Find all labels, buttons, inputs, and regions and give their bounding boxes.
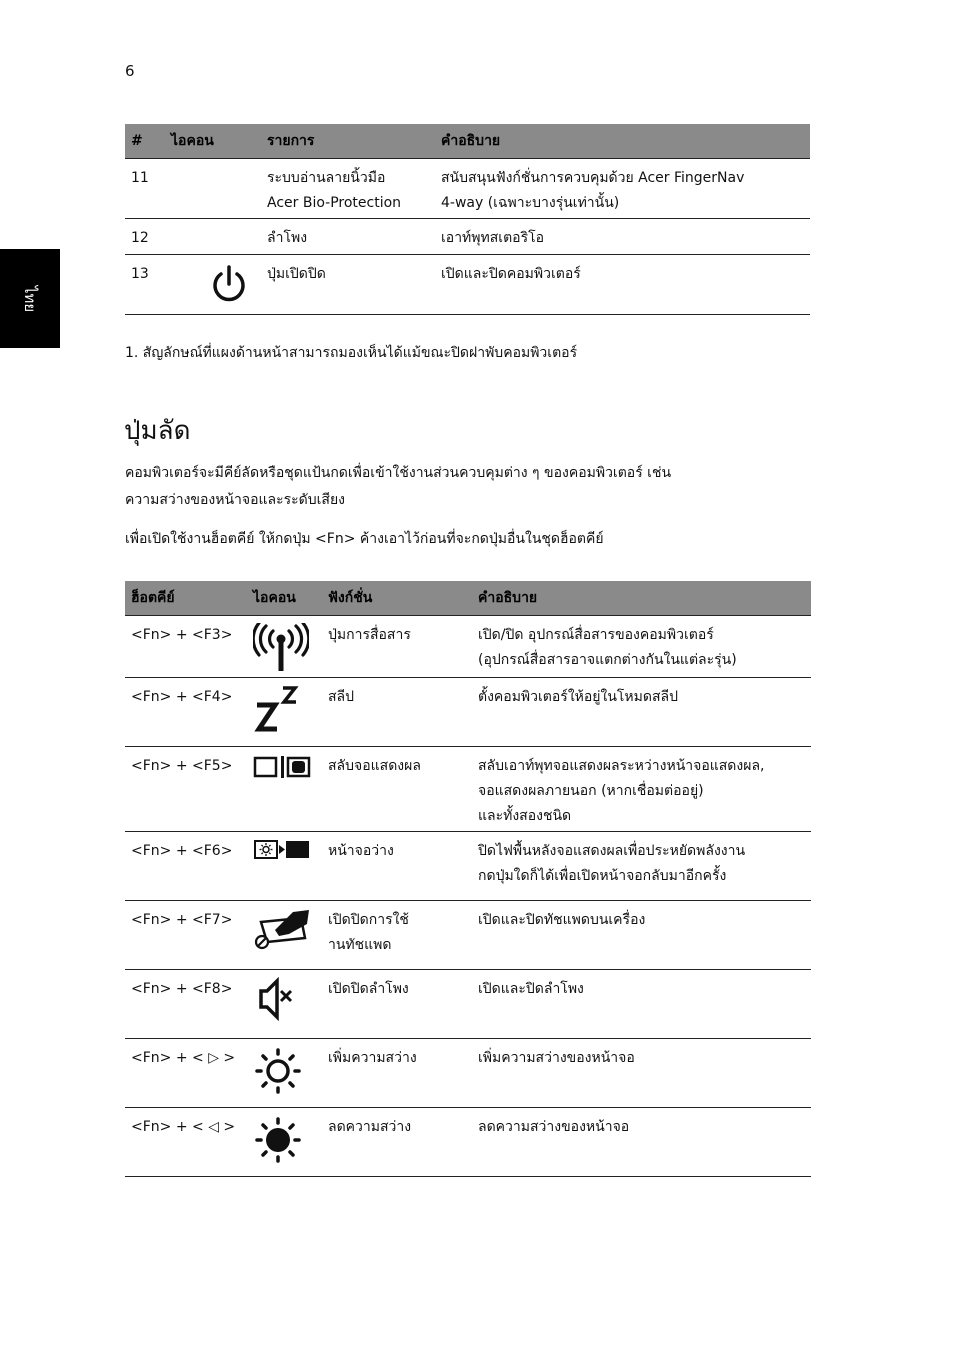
language-label: ไทย [21,285,39,312]
description-line: 4-way (เฉพาะบางรุ่นเท่านั้น) [441,195,620,211]
row-hotkey: <Fn> + <F4> [125,678,247,747]
row-function [322,747,472,832]
function-line: เพิ่มความสว่าง [328,1050,417,1066]
col-header-description: คำอธิบาย [435,124,810,159]
row-hotkey: <Fn> + <F7> [125,901,247,970]
row-number: 12 [125,219,165,255]
description-line: เอาท์พุทสเตอริโอ [441,230,545,246]
row-hotkey: <Fn> + < ◁ > [125,1108,247,1177]
intro-paragraph [125,460,671,514]
description-line: ลดความสว่างของหน้าจอ [478,1119,630,1135]
display-toggle-icon [253,754,311,780]
row-number: 11 [125,159,165,219]
table-row [125,747,811,832]
row-function [322,832,472,901]
row-function [322,901,472,970]
row-icon [247,1108,322,1177]
instruction-paragraph: เพื่อเปิดใช้งานฮ็อตคีย์ ให้กดปุ่ม <Fn> ค้างเอาไว้ก่อนที่จะกดปุ่มอื่นในชุดฮ็อตคีย์ [125,531,604,547]
sleep-icon [253,685,303,735]
row-icon [165,159,261,219]
speaker-mute-icon [253,977,303,1021]
function-line: หน้าจอว่าง [328,843,394,859]
function-line: สลับจอแสดงผล [328,758,421,774]
row-icon [247,832,322,901]
description-line: เปิดและปิดลำโพง [478,981,584,997]
row-description [472,1039,811,1108]
row-icon [165,255,261,315]
row-hotkey: <Fn> + <F6> [125,832,247,901]
row-hotkey: <Fn> + <F8> [125,970,247,1039]
item-line: ลำโพง [267,230,308,246]
description-line: สลับเอาท์พุทจอแสดงผลระหว่างหน้าจอแสดงผล, [478,758,765,774]
row-description [472,970,811,1039]
table-row [125,1108,811,1177]
row-function [322,1039,472,1108]
description-line: (อุปกรณ์สื่อสารอาจแตกต่างกันในแต่ละรุ่น) [478,652,737,668]
table-row [125,255,810,315]
row-item [261,159,435,219]
table-row [125,219,810,255]
row-number: 13 [125,255,165,315]
table-row [125,678,811,747]
description-line: ตั้งคอมพิวเตอร์ให้อยู่ในโหมดสลีป [478,689,678,705]
brightness-up-icon [253,1046,303,1096]
footnote: 1. สัญลักษณ์ที่แผงด้านหน้าสามารถมองเห็นได้แม้ขณะปิดฝาพับคอมพิวเตอร์ [125,345,578,361]
screen-blank-icon [253,839,311,861]
description-line: เพิ่มความสว่างของหน้าจอ [478,1050,635,1066]
row-description [472,901,811,970]
item-line: Acer Bio-Protection [267,195,402,211]
col-header-description: คำอธิบาย [472,581,811,616]
row-icon [247,747,322,832]
paragraph-line: คอมพิวเตอร์จะมีคีย์ลัดหรือชุดแป้นกดเพื่อเข้าใช้งานส่วนควบคุมต่าง ๆ ของคอมพิวเตอร์ เช่น [125,465,672,481]
power-icon [209,264,249,306]
function-line: เปิดปิดการใช้ [328,912,409,928]
row-function [322,678,472,747]
col-header-item: รายการ [261,124,435,159]
page-number: 6 [125,62,135,80]
description-line: จอแสดงผลภายนอก (หากเชื่อมต่ออยู่) [478,783,704,799]
row-description [472,678,811,747]
col-header-number: # [125,124,165,159]
row-hotkey: <Fn> + <F5> [125,747,247,832]
col-header-icon: ไอคอน [247,581,322,616]
paragraph-line: ความสว่างของหน้าจอและระดับเสียง [125,492,346,508]
row-icon [247,901,322,970]
description-line: เปิด/ปิด อุปกรณ์สื่อสารของคอมพิวเตอร์ [478,627,714,643]
function-line: ปุ่มการสื่อสาร [328,627,411,643]
row-icon [247,970,322,1039]
row-description [472,1108,811,1177]
row-function [322,970,472,1039]
item-line: ปุ่มเปิดปิด [267,266,326,282]
function-line: านทัชแพด [328,937,392,953]
row-icon [165,219,261,255]
description-line: กดปุ่มใดก็ได้เพื่อเปิดหน้าจอกลับมาอีกครั้ง [478,868,727,884]
table-row [125,901,811,970]
hotkeys-table [125,581,811,1177]
touchpad-toggle-icon [253,908,311,950]
description-line: สนับสนุนฟังก์ชั่นการควบคุมด้วย Acer FingerNav [441,170,745,186]
row-description [472,832,811,901]
components-table [125,124,810,315]
item-line: ระบบอ่านลายนิ้วมือ [267,170,386,186]
description-line: เปิดและปิดทัชแพดบนเครื่อง [478,912,646,928]
row-description [472,747,811,832]
brightness-down-icon [253,1115,303,1165]
wireless-icon [253,623,309,673]
row-icon [247,678,322,747]
description-line: และทั้งสองชนิด [478,808,572,824]
row-hotkey: <Fn> + <F3> [125,616,247,678]
section-heading: ปุ่มลัด [124,416,191,446]
description-line: เปิดและปิดคอมพิวเตอร์ [441,266,581,282]
table-row [125,159,810,219]
row-item [261,255,435,315]
row-hotkey: <Fn> + < ▷ > [125,1039,247,1108]
description-line: ปิดไฟพื้นหลังจอแสดงผลเพื่อประหยัดพลังงาน [478,843,746,859]
function-line: สลีป [328,689,355,705]
table-row [125,616,811,678]
col-header-icon: ไอคอน [165,124,261,159]
function-line: เปิดปิดลำโพง [328,981,409,997]
row-function [322,616,472,678]
row-description [435,255,810,315]
table-header-row [125,124,810,159]
row-item [261,219,435,255]
table-row [125,1039,811,1108]
row-description [472,616,811,678]
table-header-row [125,581,811,616]
function-line: ลดความสว่าง [328,1119,412,1135]
row-icon [247,616,322,678]
col-header-hotkey: ฮ็อตคีย์ [125,581,247,616]
row-icon [247,1039,322,1108]
row-function [322,1108,472,1177]
language-side-tab [0,249,60,348]
col-header-function: ฟังก์ชั่น [322,581,472,616]
row-description [435,159,810,219]
table-row [125,832,811,901]
table-row [125,970,811,1039]
row-description [435,219,810,255]
